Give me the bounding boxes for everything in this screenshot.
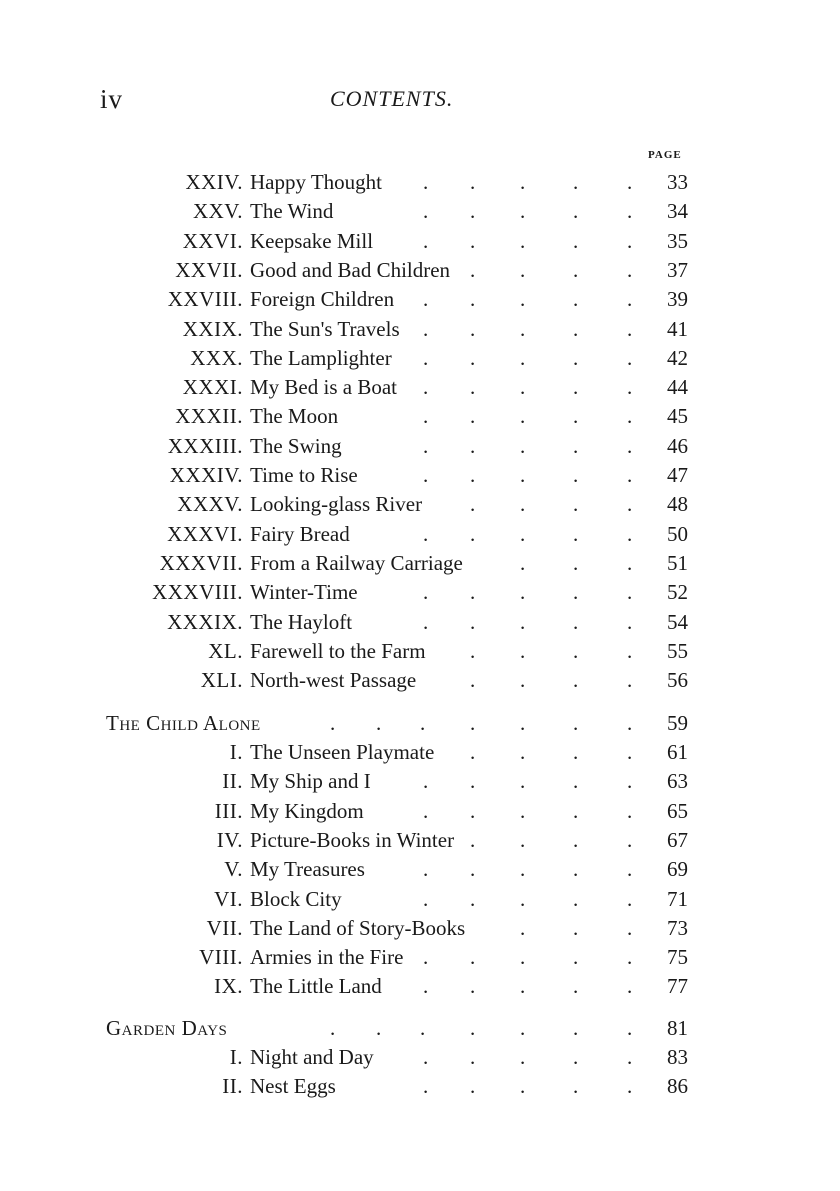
- toc-row: [0, 943, 840, 971]
- leader-dot: .: [573, 316, 579, 341]
- leader-dot: .: [627, 1045, 633, 1069]
- leader-dot: .: [573, 886, 579, 911]
- leader-dot: .: [423, 1074, 429, 1099]
- leader-dot: .: [627, 974, 633, 999]
- leader-dot: .: [627, 521, 633, 546]
- toc-row: [0, 972, 840, 1000]
- leader-dot: .: [470, 857, 476, 882]
- page-column-label: PAGE: [648, 149, 682, 161]
- toc-row: [0, 666, 840, 694]
- leader-dot: .: [573, 769, 579, 794]
- page-ref: 33: [667, 170, 688, 194]
- toc-row: [0, 549, 840, 577]
- leader-dot: .: [573, 711, 579, 735]
- section-row: [0, 709, 840, 737]
- entry-number: I.: [229, 740, 243, 764]
- leader-dot: .: [470, 580, 476, 605]
- toc-row: [0, 767, 840, 795]
- leader-dot: .: [520, 711, 526, 735]
- leader-dot: .: [627, 580, 633, 605]
- leader-dot: .: [573, 740, 579, 764]
- section-title: The Child Alone: [106, 711, 261, 735]
- entry-number: XXXI.: [182, 375, 243, 400]
- leader-dot: .: [520, 974, 526, 999]
- leader-dot: .: [423, 580, 429, 605]
- leader-dot: .: [423, 974, 429, 999]
- entry-number: XXVI.: [182, 228, 243, 253]
- leader-dot: .: [627, 463, 633, 487]
- leader-dot: .: [627, 287, 633, 312]
- leader-dot: .: [573, 798, 579, 823]
- entry-title: Farewell to the Farm: [250, 638, 426, 663]
- entry-number: VI.: [214, 886, 243, 911]
- leader-dot: .: [470, 638, 476, 663]
- entry-title: Fairy Bread: [250, 521, 350, 546]
- entry-number: XXXVIII.: [152, 580, 243, 605]
- leader-dot: .: [423, 609, 429, 634]
- leader-dot: .: [627, 1016, 633, 1040]
- leader-dot: .: [520, 287, 526, 312]
- leader-dot: .: [423, 228, 429, 253]
- leader-dot: .: [573, 170, 579, 194]
- leader-dot: .: [520, 1045, 526, 1069]
- leader-dot: .: [520, 857, 526, 882]
- leader-dot: .: [470, 404, 476, 429]
- toc-row: [0, 461, 840, 489]
- leader-dot: .: [573, 287, 579, 312]
- leader-dot: .: [470, 711, 476, 735]
- leader-dot: .: [627, 199, 633, 224]
- toc-row: [0, 373, 840, 401]
- entry-title: Winter-Time: [250, 580, 358, 605]
- leader-dot: .: [470, 199, 476, 224]
- leader-dot: .: [520, 945, 526, 970]
- leader-dot: .: [470, 492, 476, 517]
- leader-dot: .: [627, 375, 633, 400]
- toc-row: [0, 285, 840, 313]
- page-ref: 46: [667, 433, 688, 458]
- leader-dot: .: [470, 1074, 476, 1099]
- leader-dot: .: [423, 945, 429, 970]
- leader-dot: .: [470, 433, 476, 458]
- leader-dot: .: [627, 345, 633, 370]
- page-ref: 59: [667, 711, 688, 735]
- leader-dot: .: [520, 316, 526, 341]
- leader-dot: .: [627, 857, 633, 882]
- leader-dot: .: [573, 550, 579, 575]
- toc-row: [0, 1043, 840, 1071]
- leader-dot: .: [520, 404, 526, 429]
- entry-number: II.: [222, 1074, 243, 1099]
- leader-dot: .: [470, 375, 476, 400]
- leader-dot: .: [520, 609, 526, 634]
- toc-row: [0, 578, 840, 606]
- leader-dot: .: [627, 638, 633, 663]
- entry-number: XXXIX.: [167, 609, 243, 634]
- page-ref: 61: [667, 740, 688, 764]
- page-ref: 86: [667, 1074, 688, 1099]
- page-ref: 77: [667, 974, 688, 999]
- leader-dot: .: [520, 228, 526, 253]
- leader-dot: .: [470, 316, 476, 341]
- leader-dot: .: [330, 1016, 336, 1040]
- toc-row: [0, 315, 840, 343]
- leader-dot: .: [470, 1045, 476, 1069]
- leader-dot: .: [520, 257, 526, 282]
- entry-title: The Unseen Playmate: [250, 740, 435, 764]
- toc-row: [0, 520, 840, 548]
- entry-number: XXXIII.: [167, 433, 243, 458]
- leader-dot: .: [470, 609, 476, 634]
- entry-number: XXXIV.: [169, 463, 243, 487]
- page-ref: 71: [667, 886, 688, 911]
- toc-row: [0, 738, 840, 766]
- page-ref: 42: [667, 345, 688, 370]
- entry-number: XLI.: [200, 668, 243, 693]
- leader-dot: .: [573, 463, 579, 487]
- leader-dot: .: [573, 915, 579, 940]
- leader-dot: .: [423, 375, 429, 400]
- entry-number: IX.: [214, 974, 243, 999]
- leader-dot: .: [470, 974, 476, 999]
- entry-number: II.: [222, 769, 243, 794]
- leader-dot: .: [520, 1016, 526, 1040]
- leader-dot: .: [573, 521, 579, 546]
- entry-title: My Kingdom: [250, 798, 364, 823]
- section-title: Garden Days: [106, 1016, 228, 1040]
- leader-dot: .: [423, 1045, 429, 1069]
- leader-dot: .: [423, 404, 429, 429]
- leader-dot: .: [520, 769, 526, 794]
- leader-dot: .: [470, 668, 476, 693]
- page-ref: 65: [667, 798, 688, 823]
- leader-dot: .: [627, 886, 633, 911]
- leader-dot: .: [470, 827, 476, 852]
- toc-row: [0, 914, 840, 942]
- entry-number: XXX.: [190, 345, 243, 370]
- toc-row: [0, 637, 840, 665]
- page-ref: 54: [667, 609, 688, 634]
- leader-dot: .: [470, 345, 476, 370]
- leader-dot: .: [573, 857, 579, 882]
- page-ref: 34: [667, 199, 688, 224]
- leader-dot: .: [470, 521, 476, 546]
- leader-dot: .: [627, 945, 633, 970]
- toc-row: [0, 855, 840, 883]
- leader-dot: .: [627, 170, 633, 194]
- leader-dot: .: [520, 1074, 526, 1099]
- leader-dot: .: [573, 945, 579, 970]
- entry-title: Picture-Books in Winter: [250, 827, 455, 852]
- toc-row: [0, 402, 840, 430]
- leader-dot: .: [573, 638, 579, 663]
- toc-row: [0, 256, 840, 284]
- leader-dot: .: [627, 492, 633, 517]
- entry-title: Block City: [250, 886, 342, 911]
- toc-row: [0, 197, 840, 225]
- leader-dot: .: [573, 199, 579, 224]
- leader-dot: .: [627, 550, 633, 575]
- toc-row: [0, 168, 840, 196]
- page-number: iv: [100, 84, 124, 114]
- leader-dot: .: [573, 228, 579, 253]
- leader-dot: .: [470, 886, 476, 911]
- leader-dot: .: [520, 886, 526, 911]
- section-row: [0, 1014, 840, 1042]
- leader-dot: .: [423, 199, 429, 224]
- page-ref: 67: [667, 827, 688, 852]
- page-ref: 55: [667, 638, 688, 663]
- leader-dot: .: [470, 945, 476, 970]
- leader-dot: .: [573, 827, 579, 852]
- leader-dot: .: [573, 404, 579, 429]
- entry-number: XXXV.: [177, 492, 243, 517]
- entry-number: XXVII.: [175, 257, 243, 282]
- page-ref: 56: [667, 668, 688, 693]
- page-ref: 47: [667, 463, 688, 487]
- entry-title: My Bed is a Boat: [250, 375, 397, 400]
- leader-dot: .: [520, 345, 526, 370]
- leader-dot: .: [627, 257, 633, 282]
- leader-dot: .: [573, 609, 579, 634]
- page-ref: 37: [667, 257, 688, 282]
- leader-dot: .: [520, 492, 526, 517]
- leader-dot: .: [470, 228, 476, 253]
- leader-dot: .: [627, 433, 633, 458]
- leader-dot: .: [520, 668, 526, 693]
- page-ref: 50: [667, 521, 688, 546]
- entry-title: Happy Thought: [250, 170, 383, 194]
- entry-number: III.: [214, 798, 243, 823]
- leader-dot: .: [573, 1045, 579, 1069]
- leader-dot: .: [470, 287, 476, 312]
- leader-dot: .: [627, 668, 633, 693]
- page-ref: 35: [667, 228, 688, 253]
- leader-dot: .: [423, 170, 429, 194]
- page-ref: 83: [667, 1045, 688, 1069]
- leader-dot: .: [627, 769, 633, 794]
- leader-dot: .: [520, 827, 526, 852]
- page-ref: 81: [667, 1016, 688, 1040]
- leader-dot: .: [520, 740, 526, 764]
- page-ref: 52: [667, 580, 688, 605]
- leader-dot: .: [520, 638, 526, 663]
- leader-dot: .: [627, 915, 633, 940]
- leader-dot: .: [627, 711, 633, 735]
- leader-dot: .: [470, 769, 476, 794]
- entry-number: XXXVI.: [167, 521, 243, 546]
- leader-dot: .: [470, 170, 476, 194]
- leader-dot: .: [520, 521, 526, 546]
- leader-dot: .: [520, 580, 526, 605]
- toc-row: [0, 797, 840, 825]
- leader-dot: .: [627, 740, 633, 764]
- entry-title: The Sun's Travels: [250, 316, 400, 341]
- leader-dot: .: [520, 463, 526, 487]
- entry-title: Good and Bad Children: [250, 257, 451, 282]
- leader-dot: .: [423, 798, 429, 823]
- running-head: CONTENTS.: [330, 86, 454, 111]
- leader-dot: .: [423, 287, 429, 312]
- leader-dot: .: [423, 521, 429, 546]
- entry-title: The Land of Story-Books: [250, 915, 466, 940]
- leader-dot: .: [423, 857, 429, 882]
- entry-number: XL.: [208, 638, 243, 663]
- entry-title: The Moon: [250, 404, 339, 429]
- leader-dot: .: [573, 580, 579, 605]
- toc-row: [0, 344, 840, 372]
- leader-dot: .: [470, 740, 476, 764]
- entry-number: I.: [229, 1045, 243, 1069]
- leader-dot: .: [573, 1016, 579, 1040]
- leader-dot: .: [627, 316, 633, 341]
- entry-number: VII.: [206, 915, 243, 940]
- leader-dot: .: [423, 769, 429, 794]
- toc-row: [0, 608, 840, 636]
- leader-dot: .: [423, 463, 429, 487]
- toc-row: [0, 490, 840, 518]
- entry-title: The Swing: [250, 433, 342, 458]
- leader-dot: .: [627, 609, 633, 634]
- toc-row: [0, 826, 840, 854]
- page-ref: 69: [667, 857, 688, 882]
- page-ref: 75: [667, 945, 688, 970]
- leader-dot: .: [520, 798, 526, 823]
- leader-dot: .: [627, 1074, 633, 1099]
- entry-title: Foreign Children: [250, 287, 395, 312]
- leader-dot: .: [627, 827, 633, 852]
- entry-title: The Hayloft: [250, 609, 353, 634]
- entry-number: XXXII.: [175, 404, 243, 429]
- entry-title: My Treasures: [250, 857, 365, 882]
- toc-row: [0, 885, 840, 913]
- leader-dot: .: [573, 375, 579, 400]
- leader-dot: .: [470, 257, 476, 282]
- page-ref: 41: [667, 316, 688, 341]
- leader-dot: .: [573, 433, 579, 458]
- leader-dot: .: [573, 492, 579, 517]
- leader-dot: .: [423, 433, 429, 458]
- leader-dot: .: [520, 433, 526, 458]
- entry-title: The Wind: [250, 199, 334, 224]
- leader-dot: .: [423, 316, 429, 341]
- leader-dot: .: [470, 463, 476, 487]
- entry-number: XXIV.: [185, 170, 243, 194]
- page-ref: 63: [667, 769, 688, 794]
- entry-number: XXV.: [192, 199, 243, 224]
- entry-title: North-west Passage: [250, 668, 417, 693]
- toc-row: [0, 1072, 840, 1100]
- entry-title: The Little Land: [250, 974, 382, 999]
- entry-title: Looking-glass River: [250, 492, 423, 517]
- leader-dot: .: [573, 668, 579, 693]
- leader-dot: .: [423, 886, 429, 911]
- toc-row: [0, 432, 840, 460]
- page-ref: 39: [667, 287, 688, 312]
- leader-dot: .: [376, 1016, 382, 1040]
- leader-dot: .: [520, 550, 526, 575]
- leader-dot: .: [573, 1074, 579, 1099]
- page-ref: 45: [667, 404, 688, 429]
- leader-dot: .: [520, 170, 526, 194]
- entry-title: Time to Rise: [250, 463, 358, 487]
- leader-dot: .: [420, 711, 426, 735]
- entry-number: IV.: [216, 827, 243, 852]
- page-ref: 48: [667, 492, 688, 517]
- leader-dot: .: [573, 974, 579, 999]
- entry-title: Armies in the Fire: [250, 945, 404, 970]
- leader-dot: .: [520, 375, 526, 400]
- leader-dot: .: [420, 1016, 426, 1040]
- toc-row: [0, 227, 840, 255]
- entry-title: Night and Day: [250, 1045, 374, 1069]
- entry-title: From a Railway Carriage: [250, 550, 463, 575]
- leader-dot: .: [423, 345, 429, 370]
- leader-dot: .: [573, 257, 579, 282]
- entry-number: V.: [224, 857, 243, 882]
- leader-dot: .: [627, 798, 633, 823]
- leader-dot: .: [573, 345, 579, 370]
- entry-number: VIII.: [199, 945, 243, 970]
- entry-title: My Ship and I: [250, 769, 371, 794]
- entry-title: Keepsake Mill: [250, 228, 374, 253]
- leader-dot: .: [520, 199, 526, 224]
- page-ref: 73: [667, 915, 688, 940]
- leader-dot: .: [470, 1016, 476, 1040]
- entry-number: XXIX.: [182, 316, 243, 341]
- leader-dot: .: [330, 711, 336, 735]
- entry-number: XXVIII.: [167, 287, 243, 312]
- leader-dot: .: [470, 798, 476, 823]
- leader-dot: .: [376, 711, 382, 735]
- entry-number: XXXVII.: [159, 550, 243, 575]
- entry-title: The Lamplighter: [250, 345, 392, 370]
- leader-dot: .: [627, 404, 633, 429]
- leader-dot: .: [520, 915, 526, 940]
- leader-dot: .: [627, 228, 633, 253]
- page-ref: 51: [667, 550, 688, 575]
- page-ref: 44: [667, 375, 688, 400]
- entry-title: Nest Eggs: [250, 1074, 336, 1099]
